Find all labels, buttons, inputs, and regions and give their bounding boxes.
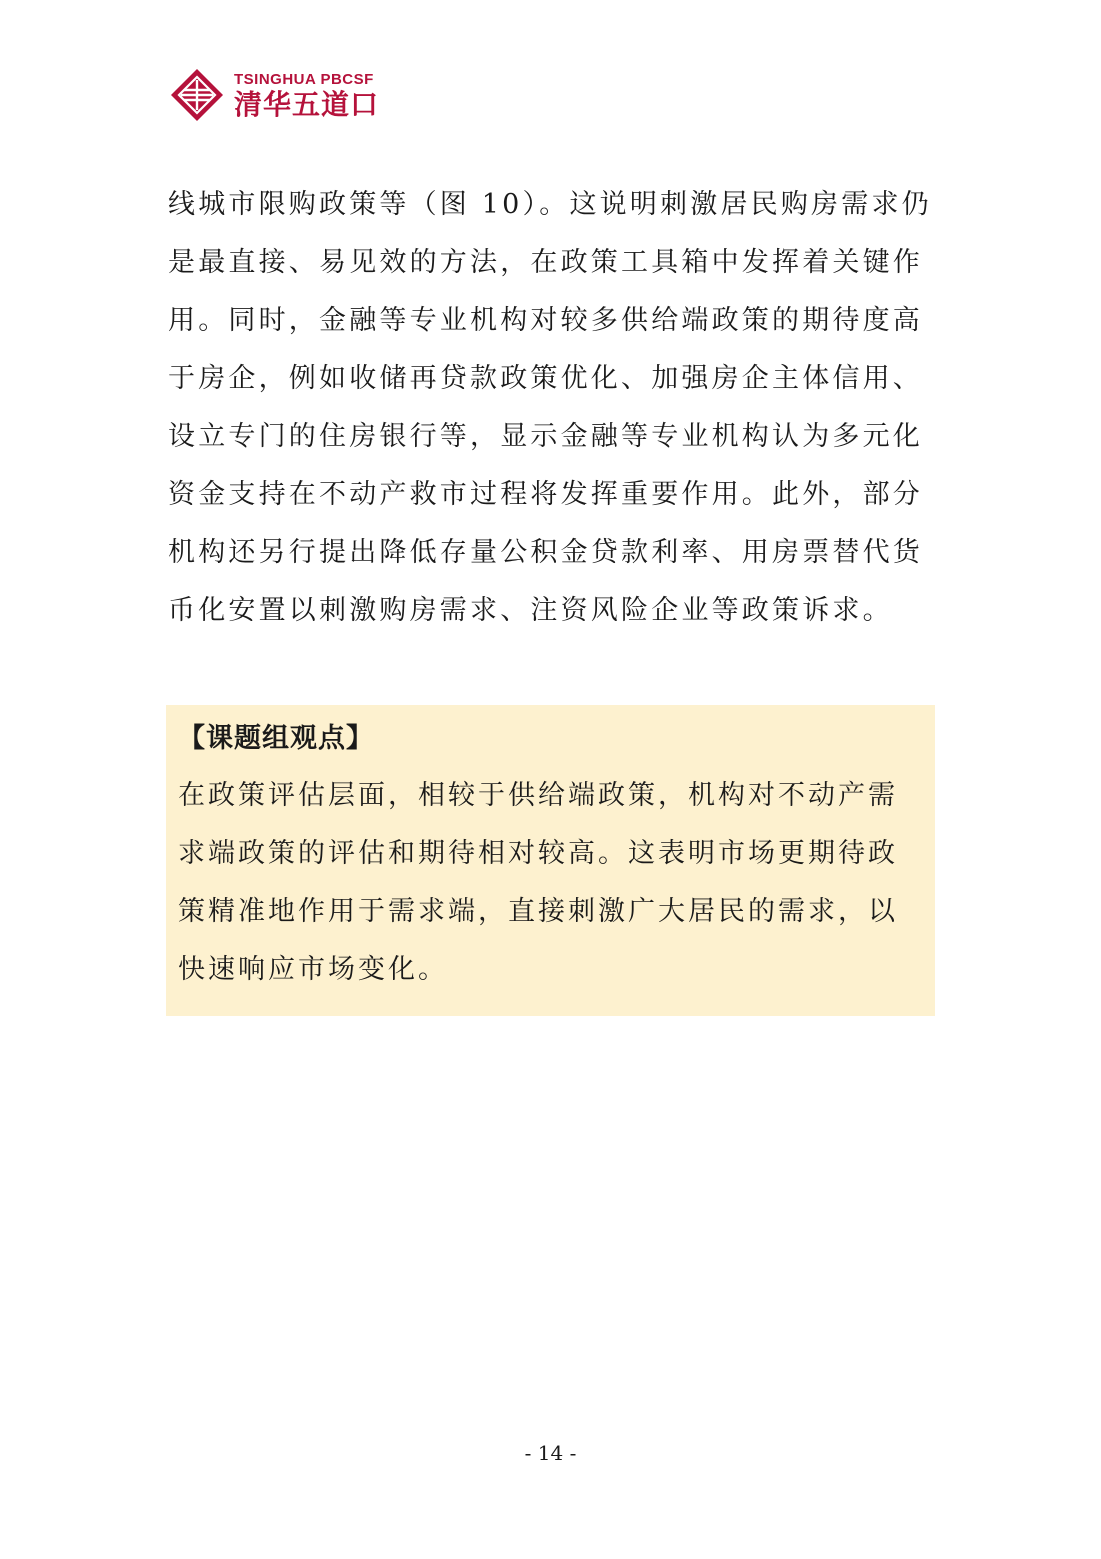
viewpoint-title: 【课题组观点】 [178,723,374,754]
viewpoint-text: 在政策评估层面，相较于供给端政策，机构对不动产需求端政策的评估和期待相对较高。这表明市场更期待政策精准地作用于需求端，直接刺激广大居民的需求，以快速响应市场变化。 [178,780,898,985]
page-number: - 14 - [524,1441,577,1465]
tsinghua-pbcsf-logo-icon [170,68,224,122]
logo-english-text: TSINGHUA PBCSF [234,70,374,88]
viewpoint-box [166,705,935,1016]
logo-chinese-text: 清华五道口 [234,87,380,121]
header-logo [170,66,379,124]
body-paragraph: 线城市限购政策等（图 10）。这说明刺激居民购房需求仍是最直接、易见效的方法，在政策工具箱中发挥着关键作用。同时，金融等专业机构对较多供给端政策的期待度高于房企，例如收储再贷款政策优化、加强房企主体信用、设立专门的住房银行等，显示金融等专业机构认为多元化资金支持在不动产救市过程将发挥重要作用。此外，部分机构还另行提出降低存量公积金贷款利率、用房票替代货币化安置以刺激购房需求、注资风险企业等政策诉求。 [168,189,932,626]
